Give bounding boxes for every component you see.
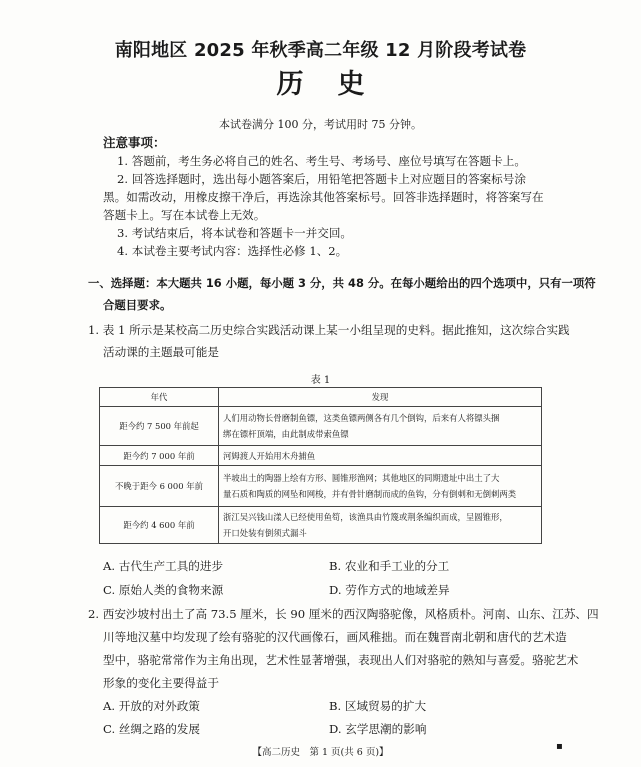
table-row [100,407,542,446]
q2-option-a: A. 开放的对外政策 [103,699,200,713]
table-caption: 表 1 [310,375,331,386]
notice-line: 3. 考试结束后，将本试卷和答题卡一并交回。 [117,226,353,240]
subject-title: 历史 [276,69,399,100]
notice-line: 4. 本试卷主要考试内容：选择性必修 1、2。 [117,244,348,258]
table-cell-era: 不晚于距今 6 000 年前 [100,466,219,507]
table-cell-line: 开口处装有倒须式漏斗 [223,528,307,538]
table-cell-era: 距今约 4 600 年前 [100,507,219,544]
table-cell-era: 距今约 7 000 年前 [100,446,219,466]
table-cell-find [219,507,542,544]
q1-option-d: D. 劳作方式的地域差异 [329,583,450,597]
table-header-era: 年代 [100,388,219,407]
table-header-find: 发现 [219,388,542,407]
q2-option-d: D. 玄学思潮的影响 [329,722,427,736]
table-cell-line: 量石质和陶质的网坠和网梭，并有骨针磨制而成的鱼钩，分有倒刺和无倒刺两类 [223,489,517,499]
page-footer: 【高二历史 第 1 页(共 6 页)】 [252,747,389,758]
table-row [100,446,542,466]
table-cell-find [219,466,542,507]
question-2-stem: 2. 西安沙坡村出土了高 73.5 厘米，长 90 厘米的西汉陶骆驼像，风格质朴。河南、山东、江苏、四 [88,607,599,621]
notice-line: 黑。如需改动，用橡皮擦干净后，再选涂其他答案标号。回答非选择题时，将答案写在 [103,190,544,204]
exam-title: 南阳地区 2025 年秋季高二年级 12 月阶段考试卷 [114,40,527,61]
table-row [100,507,542,544]
table-cell-line: 绑在镖杆顶端，由此制成带索鱼镖 [223,429,349,439]
q1-option-c: C. 原始人类的食物来源 [103,583,224,597]
question-2-stem-cont: 形象的变化主要得益于 [103,676,219,690]
q1-option-a: A. 古代生产工具的进步 [103,559,224,573]
table-cell-find [219,446,542,466]
table-cell-line: 河姆渡人开始用木舟捕鱼 [223,450,316,461]
exam-info: 本试卷满分 100 分，考试用时 75 分钟。 [219,118,422,131]
history-table [99,387,542,544]
table-cell-line: 半坡出土的陶器上绘有方形、圆锥形渔网；其他地区的同期遗址中出土了大 [223,473,500,483]
section-heading: 一、选择题：本大题共 16 小题，每小题 3 分，共 48 分。在每小题给出的四个选项中，只有一项符 [88,276,596,290]
table-cell-era: 距今约 7 500 年前起 [100,407,219,446]
corner-mark: ▪ [556,741,563,752]
table-cell-find [219,407,542,446]
table-row [100,466,542,507]
question-2-stem-cont: 型中，骆驼常常作为主角出现，艺术性显著增强，表现出人们对骆驼的熟知与喜爱。骆驼艺术 [103,653,579,667]
q2-option-b: B. 区域贸易的扩大 [329,699,427,713]
notice-line: 答题卡上。写在本试卷上无效。 [103,208,266,222]
table-cell-line: 浙江吴兴钱山漾人已经使用鱼笱，该渔具由竹篾或荆条编织而成，呈圆锥形， [223,512,508,522]
notice-line: 2. 回答选择题时，选出每小题答案后，用铅笔把答题卡上对应题目的答案标号涂 [117,172,526,186]
section-heading-cont: 合题目要求。 [103,298,172,312]
notice-line: 1. 答题前，考生务必将自己的姓名、考生号、考场号、座位号填写在答题卡上。 [117,154,526,168]
q1-option-b: B. 农业和手工业的分工 [329,559,450,573]
question-1-stem-cont: 活动课的主题最可能是 [103,345,219,359]
question-2-stem-cont: 川等地汉墓中均发现了绘有骆驼的汉代画像石，画风稚拙。而在魏晋南北朝和唐代的艺术造 [103,630,567,644]
table-cell-line: 人们用动物长骨磨制鱼镖，这类鱼镖两侧各有几个倒钩，后来有人将镖头捆 [223,413,500,423]
notice-heading: 注意事项： [103,135,166,150]
question-1-stem: 1. 表 1 所示是某校高二历史综合实践活动课上某一小组呈现的史料。据此推知，这次综合实践 [88,323,570,337]
q2-option-c: C. 丝绸之路的发展 [103,722,200,736]
